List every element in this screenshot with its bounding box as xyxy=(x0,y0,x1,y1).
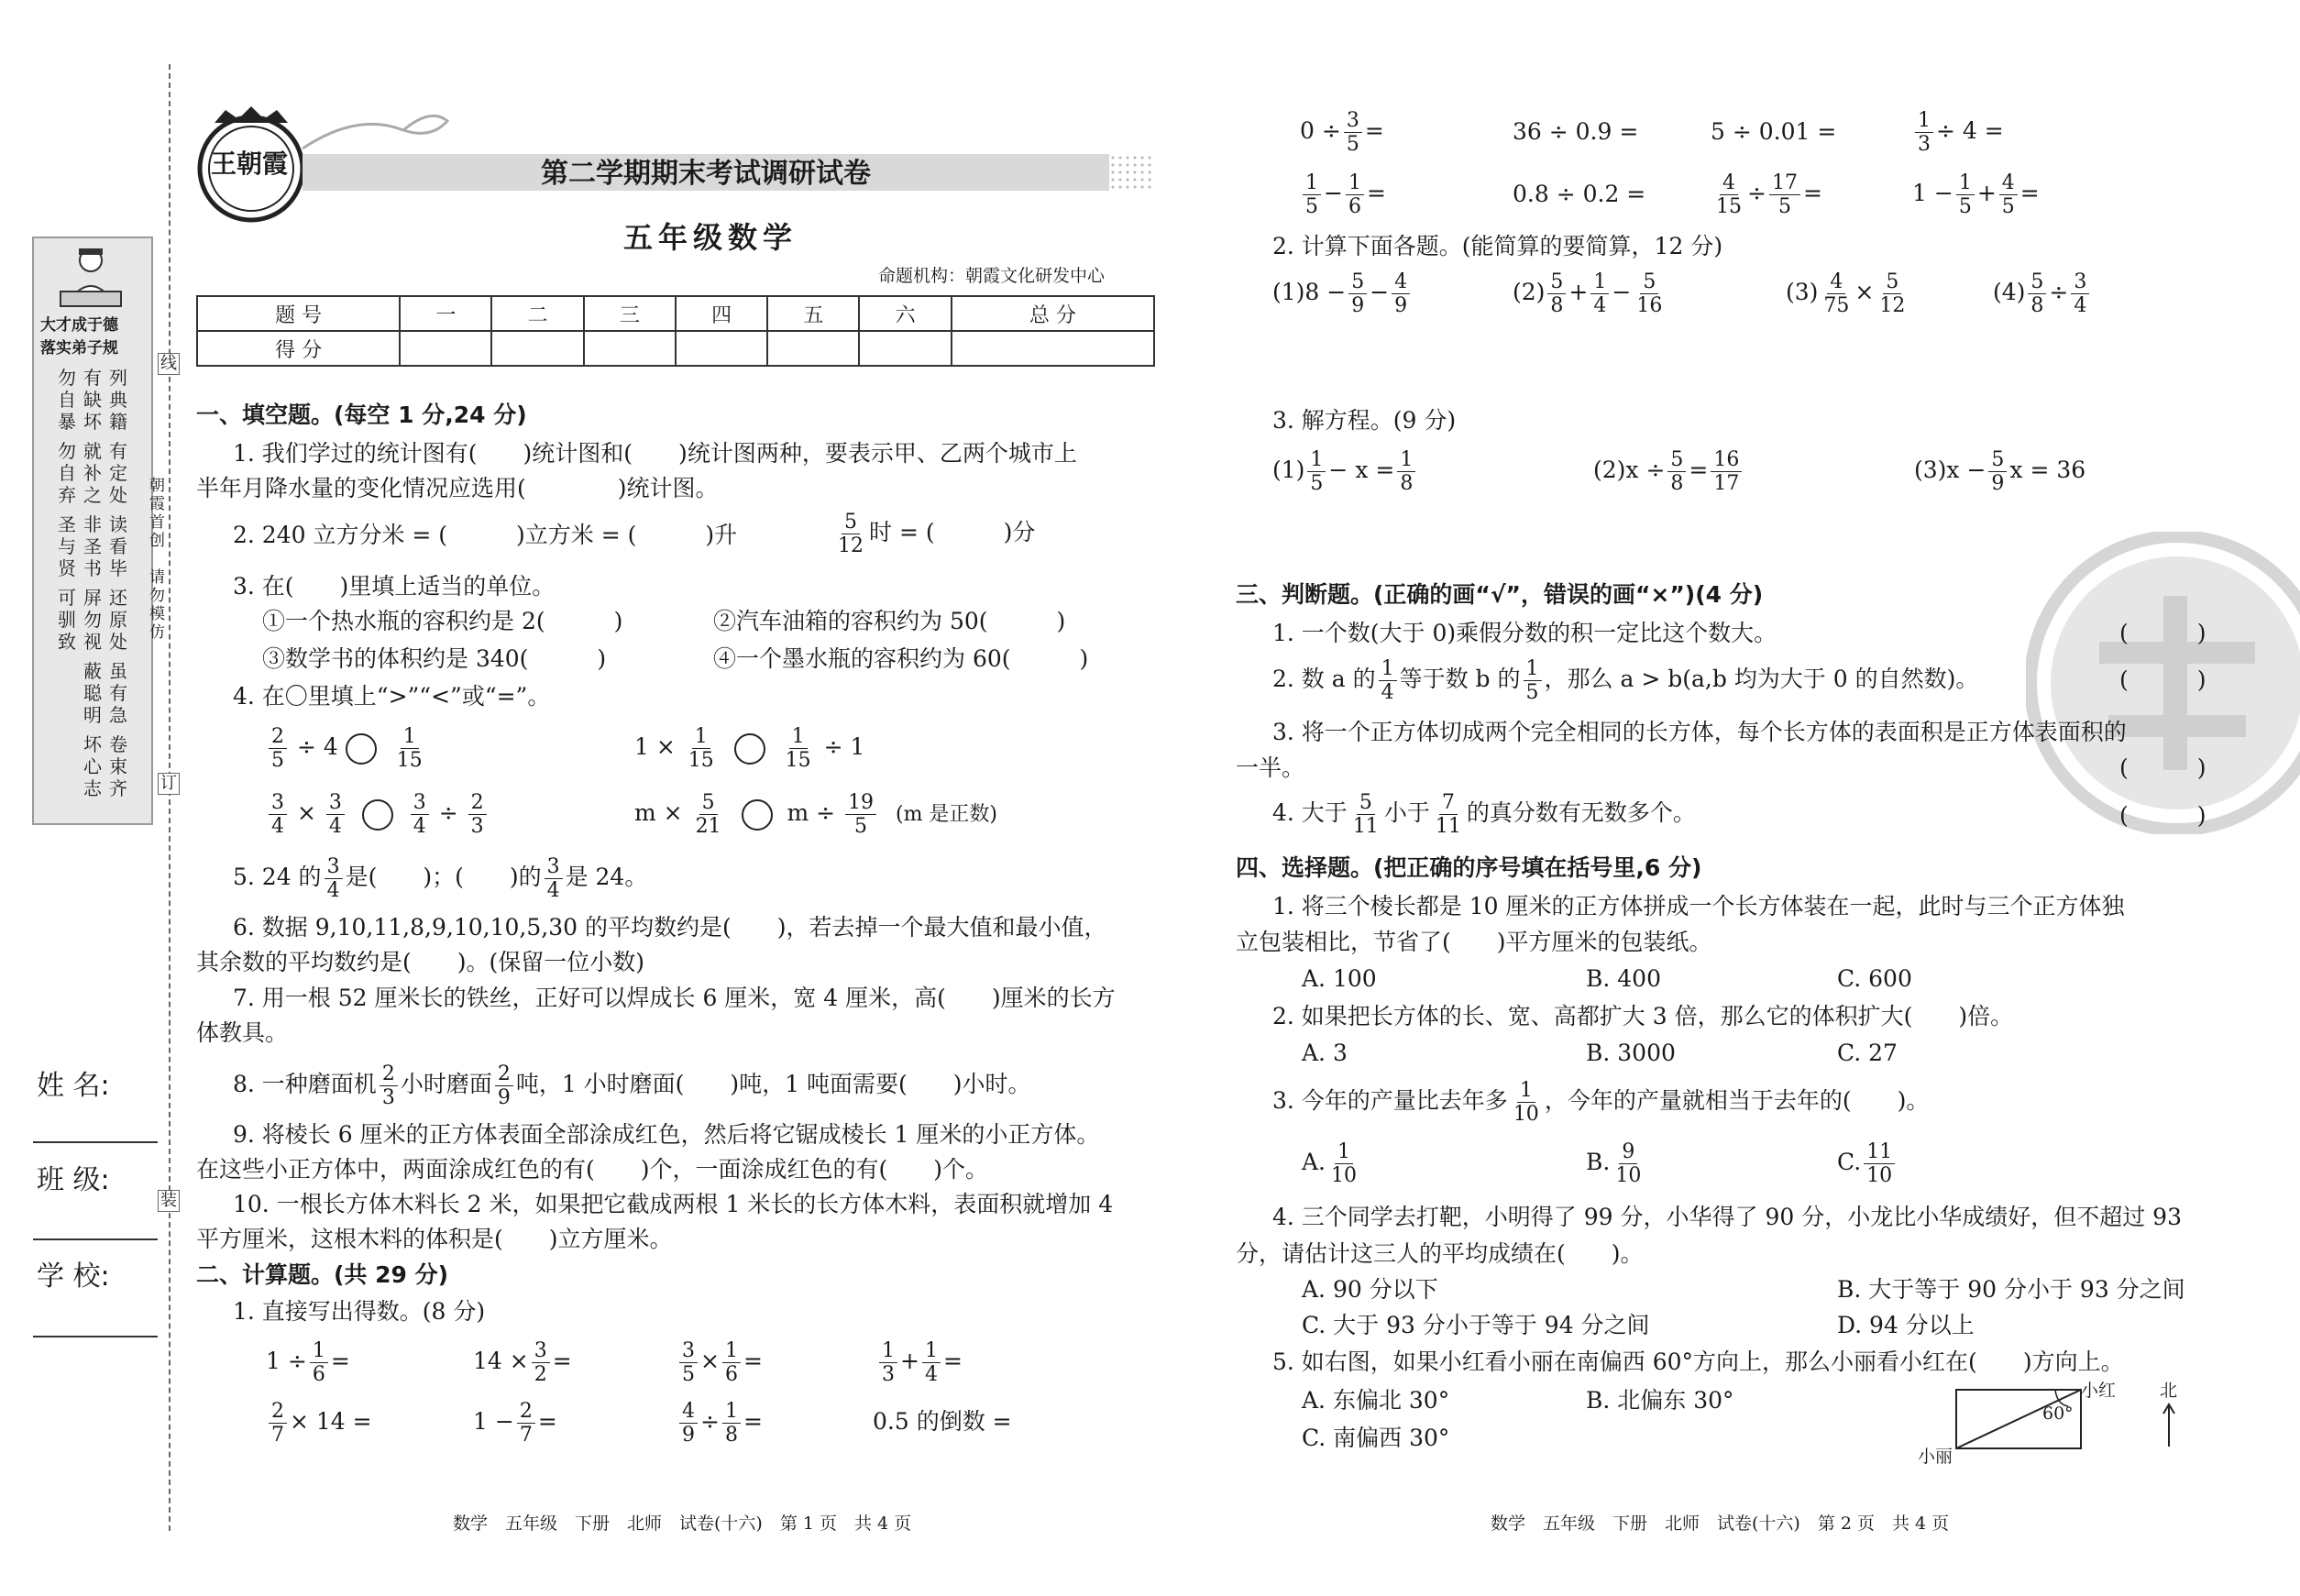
page-title: 第二学期期末考试调研试卷 xyxy=(541,158,871,190)
choice-q4-line2: 分，请估计这三人的平均成绩在( )。 xyxy=(1236,1240,1644,1267)
s2-q2-4: (4) $\frac{5}{8}$ ÷ $\frac{3}{4}$ xyxy=(1993,271,2092,316)
vertical-note-1: 朝霞首创 xyxy=(149,477,165,550)
choice-q3: 3. 今年的产量比去年多 $\frac{1}{10}$ ，今年的产量就相当于去年的( )。 xyxy=(1272,1079,1930,1127)
footer-right: 数学 五年级 下册 北师 试卷(十六) 第 2 页 共 4 页 xyxy=(1491,1513,1950,1534)
s2-q3-title: 3. 解方程。(9 分) xyxy=(1272,407,1457,434)
section-2-heading: 二、计算题。(共 29 分) xyxy=(196,1261,449,1288)
calc-r3c3: 5 ÷ 0.01 = xyxy=(1711,118,1837,145)
score-header: 题 号 xyxy=(197,296,400,331)
q9-line1: 9. 将棱长 6 厘米的正方体表面全部涂成红色，然后将它锯成棱长 1 厘米的小正方体。 xyxy=(233,1121,1100,1148)
sidebar-figure xyxy=(53,246,128,310)
q7-line2: 体教具。 xyxy=(196,1019,289,1046)
q2-part2: $\frac{5}{12}$ 时 = ( )分 xyxy=(832,512,1035,556)
fig-label-xiaoli: 小丽 xyxy=(1918,1447,1953,1467)
page-subtitle: 五年级数学 xyxy=(623,220,798,255)
calc-r4c3: $\frac{4}{15}$ ÷ $\frac{17}{5}$ = xyxy=(1716,171,1822,219)
compare-circle[interactable] xyxy=(346,733,377,765)
name-field[interactable] xyxy=(33,1141,158,1143)
binding-line xyxy=(169,64,171,1531)
choice-q2-opt-a[interactable]: A. 3 xyxy=(1302,1040,1348,1066)
choice-q1-opt-a[interactable]: A. 100 xyxy=(1302,965,1377,992)
choice-q4-opt-c[interactable]: C. 大于 93 分小于等于 94 分之间 xyxy=(1302,1312,1650,1338)
sidebar-poem-column: 有定处 xyxy=(109,440,127,506)
section-4-heading: 四、选择题。(把正确的序号填在括号里,6 分) xyxy=(1236,854,1702,881)
score-cell[interactable] xyxy=(767,331,859,366)
score-header: 四 xyxy=(676,296,767,331)
q4-title: 4. 在〇里填上“>”“<”或“=”。 xyxy=(233,683,551,710)
q4-compare-c: $\frac{3}{4}$ × $\frac{3}{4}$ $\frac{3}{4}$ ÷ $\frac{2}{3}$ xyxy=(266,792,490,837)
sidebar-poem-column: 可驯致 xyxy=(58,587,76,653)
q10-line1: 10. 一根长方体木料长 2 米，如果把它截成两根 1 米长的长方体木料，表面积就增加 4 xyxy=(233,1191,1114,1217)
calc-r3c2: 36 ÷ 0.9 = xyxy=(1513,118,1639,145)
score-header: 六 xyxy=(859,296,951,331)
q1-line2: 半年月降水量的变化情况应选用( )统计图。 xyxy=(196,475,719,501)
choice-q4-opt-b[interactable]: B. 大于等于 90 分小于 93 分之间 xyxy=(1837,1276,2185,1303)
calc-r2c1: $\frac{2}{7}$ × 14 = xyxy=(266,1401,372,1446)
score-header: 一 xyxy=(400,296,491,331)
score-cell[interactable] xyxy=(584,331,676,366)
sidebar-poem-column: 非圣书 xyxy=(83,513,102,579)
judge-q2: 2. 数 a 的 $\frac{1}{4}$ 等于数 b 的 $\frac{1}{5}$ ，那么 a > b(a,b 均为大于 0 的自然数)。 xyxy=(1272,657,1979,705)
choice-q1-line2: 立包装相比，节省了( )平方厘米的包装纸。 xyxy=(1236,929,1712,955)
score-cell[interactable] xyxy=(676,331,767,366)
score-row-label: 得 分 xyxy=(197,331,400,366)
binding-mark-3: 装 xyxy=(158,1190,180,1212)
choice-q5: 5. 如右图，如果小红看小丽在南偏西 60°方向上，那么小丽看小红在( )方向上。 xyxy=(1272,1348,2124,1375)
sidebar-motto-2: 落实弟子规 xyxy=(40,339,118,358)
calc-r4c4: 1 − $\frac{1}{5}$ + $\frac{4}{5}$ = xyxy=(1912,171,2040,219)
sidebar-poem-column: 坏心志 xyxy=(83,733,102,799)
calc-r2c2: 1 − $\frac{2}{7}$ = xyxy=(473,1400,557,1447)
brand-name: 王朝霞 xyxy=(211,149,289,179)
s2-q3-1: (1) $\frac{1}{5}$ − x = $\frac{1}{8}$ xyxy=(1272,449,1418,494)
judge-q1: 1. 一个数(大于 0)乘假分数的积一定比这个数大。 xyxy=(1272,620,1777,646)
q4-compare-b: 1 × $\frac{1}{15}$ $\frac{1}{15}$ ÷ 1 xyxy=(634,725,865,773)
s2-q1-title: 1. 直接写出得数。(8 分) xyxy=(233,1298,486,1325)
sidebar-poem-column: 蔽聪明 xyxy=(83,660,102,726)
sidebar-poem-column: 卷束齐 xyxy=(109,733,127,799)
school-field[interactable] xyxy=(33,1336,158,1337)
footer-left: 数学 五年级 下册 北师 试卷(十六) 第 1 页 共 4 页 xyxy=(453,1513,912,1534)
fig-label-north: 北 xyxy=(2160,1381,2178,1401)
calc-r1c1: 1 ÷ $\frac{1}{6}$ = xyxy=(266,1339,350,1387)
north-arrow-icon xyxy=(2160,1403,2178,1448)
s2-q3-3: (3)x − $\frac{5}{9}$ x = 36 xyxy=(1914,448,2086,496)
choice-q4-line1: 4. 三个同学去打靶，小明得了 99 分，小华得了 90 分，小龙比小华成绩好，但不超过 93 xyxy=(1272,1204,2182,1230)
q8: 8. 一种磨面机 $\frac{2}{3}$ 小时磨面 $\frac{2}{9}$ 吨，1 小时磨面( )吨，1 吨面需要( )小时。 xyxy=(233,1062,1031,1110)
section-1-heading: 一、填空题。(每空 1 分,24 分) xyxy=(196,402,527,428)
name-label: 姓 名: xyxy=(37,1070,110,1102)
judge-paren[interactable]: ( ) xyxy=(2119,666,2206,693)
compare-circle[interactable] xyxy=(742,799,773,831)
section-3-heading: 三、判断题。(正确的画“√”，错误的画“×”)(4 分) xyxy=(1236,581,1764,608)
choice-q5-opt-c[interactable]: C. 南偏西 30° xyxy=(1302,1425,1450,1451)
score-cell[interactable] xyxy=(952,331,1154,366)
school-label: 学 校: xyxy=(37,1260,110,1293)
sidebar-motto-1: 大才成于德 xyxy=(40,316,118,335)
sidebar-poem-column: 圣与贤 xyxy=(58,513,76,579)
sidebar-poem-column: 勿自暴 xyxy=(58,367,76,433)
binding-mark-1: 线 xyxy=(158,353,180,375)
choice-q3-opt-b[interactable]: B. $\frac{9}{10}$ xyxy=(1586,1140,1642,1188)
q3-title: 3. 在( )里填上适当的单位。 xyxy=(233,573,556,600)
fig-label-angle: 60° xyxy=(2042,1403,2074,1424)
q7-line1: 7. 用一根 52 厘米长的铁丝，正好可以焊成长 6 厘米，宽 4 厘米，高( )厘米的长方 xyxy=(233,985,1116,1011)
sidebar-poem-column: 还原处 xyxy=(109,587,127,653)
q6-line2: 其余数的平均数约是( )。(保留一位小数) xyxy=(196,949,645,975)
q3-item-2: ②汽车油箱的容积约为 50( ) xyxy=(713,608,1066,634)
s2-q2-2: (2) $\frac{5}{8}$ + $\frac{1}{4}$ − $\frac{5}{16}$ xyxy=(1513,270,1663,318)
vertical-note-2: 请勿模仿 xyxy=(149,568,165,642)
q6-line1: 6. 数据 9,10,11,8,9,10,10,5,30 的平均数约是( )，若去掉一个最大值和最小值， xyxy=(233,914,1107,941)
judge-q3-line1: 3. 将一个正方体切成两个完全相同的长方体，每个长方体的表面积是正方体表面积的 xyxy=(1272,719,2127,745)
choice-q3-opt-a[interactable]: A. $\frac{1}{10}$ xyxy=(1302,1140,1358,1188)
choice-q2: 2. 如果把长方体的长、宽、高都扩大 3 倍，那么它的体积扩大( )倍。 xyxy=(1272,1003,2014,1029)
score-header: 二 xyxy=(491,296,583,331)
choice-q5-opt-a[interactable]: A. 东偏北 30° xyxy=(1302,1387,1450,1414)
compare-circle[interactable] xyxy=(734,733,765,765)
choice-q5-opt-b[interactable]: B. 北偏东 30° xyxy=(1586,1387,1734,1414)
calc-r1c3: $\frac{3}{5}$ × $\frac{1}{6}$ = xyxy=(677,1340,763,1385)
score-cell[interactable] xyxy=(491,331,583,366)
score-table xyxy=(196,295,1155,367)
choice-q2-opt-b[interactable]: B. 3000 xyxy=(1586,1040,1676,1066)
q3-item-1: ①一个热水瓶的容积约是 2( ) xyxy=(262,608,623,634)
sidebar-poem-column: 屏勿视 xyxy=(83,587,102,653)
s2-q2-title: 2. 计算下面各题。(能简算的要简算，12 分) xyxy=(1272,233,1723,259)
calc-r4c1: $\frac{1}{5}$ − $\frac{1}{6}$ = xyxy=(1300,172,1386,217)
score-header: 总 分 xyxy=(952,296,1154,331)
score-header: 五 xyxy=(767,296,859,331)
sidebar-poem-column: 读看毕 xyxy=(109,513,127,579)
judge-paren[interactable]: ( ) xyxy=(2119,802,2206,829)
calc-r2c4: 0.5 的倒数 = xyxy=(873,1408,1012,1435)
class-field[interactable] xyxy=(33,1238,158,1240)
calc-r3c4: $\frac{1}{3}$ ÷ 4 = xyxy=(1912,110,2004,155)
q1-line1: 1. 我们学过的统计图有( )统计图和( )统计图两种，要表示甲、乙两个城市上 xyxy=(233,440,1077,467)
sidebar-poem-column: 就补之 xyxy=(83,440,102,506)
s2-q3-2: (2)x ÷ $\frac{5}{8}$ = $\frac{16}{17}$ xyxy=(1593,449,1744,494)
q3-item-4: ④一个墨水瓶的容积约为 60( ) xyxy=(713,645,1089,672)
choice-q4-opt-a[interactable]: A. 90 分以下 xyxy=(1302,1276,1438,1303)
s2-q2-3: (3) $\frac{4}{75}$ × $\frac{5}{12}$ xyxy=(1786,270,1906,318)
judge-q3-line2: 一半。 xyxy=(1236,754,1305,781)
q4-compare-a: $\frac{2}{5}$ ÷ 4 $\frac{1}{15}$ xyxy=(266,726,428,771)
q10-line2: 平方厘米，这根木料的体积是( )立方厘米。 xyxy=(196,1226,673,1252)
judge-q4: 4. 大于 $\frac{5}{11}$ 小于 $\frac{7}{11}$ 的真分数有无数多个。 xyxy=(1272,791,1696,839)
s2-q2-1: (1)8 − $\frac{5}{9}$ − $\frac{4}{9}$ xyxy=(1272,271,1413,316)
q3-item-3: ③数学书的体积约是 340( ) xyxy=(262,645,607,672)
calc-r4c2: 0.8 ÷ 0.2 = xyxy=(1513,181,1646,207)
q9-line2: 在这些小正方体中，两面涂成红色的有( )个，一面涂成红色的有( )个。 xyxy=(196,1156,989,1183)
judge-paren[interactable]: ( ) xyxy=(2119,620,2206,646)
exam-org: 命题机构：朝霞文化研发中心 xyxy=(878,266,1106,286)
compare-circle[interactable] xyxy=(362,799,393,831)
choice-q2-opt-c[interactable]: C. 27 xyxy=(1837,1040,1898,1066)
calc-r1c2: 14 × $\frac{3}{2}$ = xyxy=(473,1339,572,1387)
fraction: $\frac{5}{12}$ xyxy=(838,511,864,558)
ribbon-decoration xyxy=(303,103,449,158)
calc-r2c3: $\frac{4}{9}$ ÷ $\frac{1}{8}$ = xyxy=(677,1401,763,1446)
score-cell[interactable] xyxy=(859,331,951,366)
q5: 5. 24 的 $\frac{3}{4}$ 是( )；( )的 $\frac{3}{4}$ 是 24。 xyxy=(233,855,648,903)
q2-part1: 2. 240 立方分米 = ( )立方米 = ( )升 xyxy=(233,522,738,548)
calc-r3c1: 0 ÷ $\frac{3}{5}$ = xyxy=(1300,109,1384,157)
sidebar-poem-column: 有缺坏 xyxy=(83,367,102,433)
choice-q1-line1: 1. 将三个棱长都是 10 厘米的正方体拼成一个长方体装在一起，此时与三个正方体独 xyxy=(1272,893,2125,919)
sidebar-poem-column: 列典籍 xyxy=(109,367,127,433)
sidebar-poem-column: 虽有急 xyxy=(109,660,127,726)
choice-q1-opt-b[interactable]: B. 400 xyxy=(1586,965,1661,992)
fig-label-xiaohong: 小红 xyxy=(2081,1381,2117,1401)
calc-r1c4: $\frac{1}{3}$ + $\frac{1}{4}$ = xyxy=(876,1340,963,1385)
choice-q1-opt-c[interactable]: C. 600 xyxy=(1837,965,1912,992)
class-label: 班 级: xyxy=(37,1164,110,1196)
binding-mark-2: 订 xyxy=(158,773,180,795)
score-cell[interactable] xyxy=(400,331,491,366)
choice-q3-opt-c[interactable]: C. $\frac{11}{10}$ xyxy=(1837,1141,1898,1186)
score-header: 三 xyxy=(584,296,676,331)
q4-compare-d: m × $\frac{5}{21}$ m ÷ $\frac{19}{5}$ (m 是正数) xyxy=(634,791,998,839)
sidebar-poem-column: 勿自弃 xyxy=(58,440,76,506)
title-bar-dots xyxy=(1109,154,1155,191)
judge-paren[interactable]: ( ) xyxy=(2119,754,2206,781)
choice-q4-opt-d[interactable]: D. 94 分以上 xyxy=(1837,1312,1975,1338)
